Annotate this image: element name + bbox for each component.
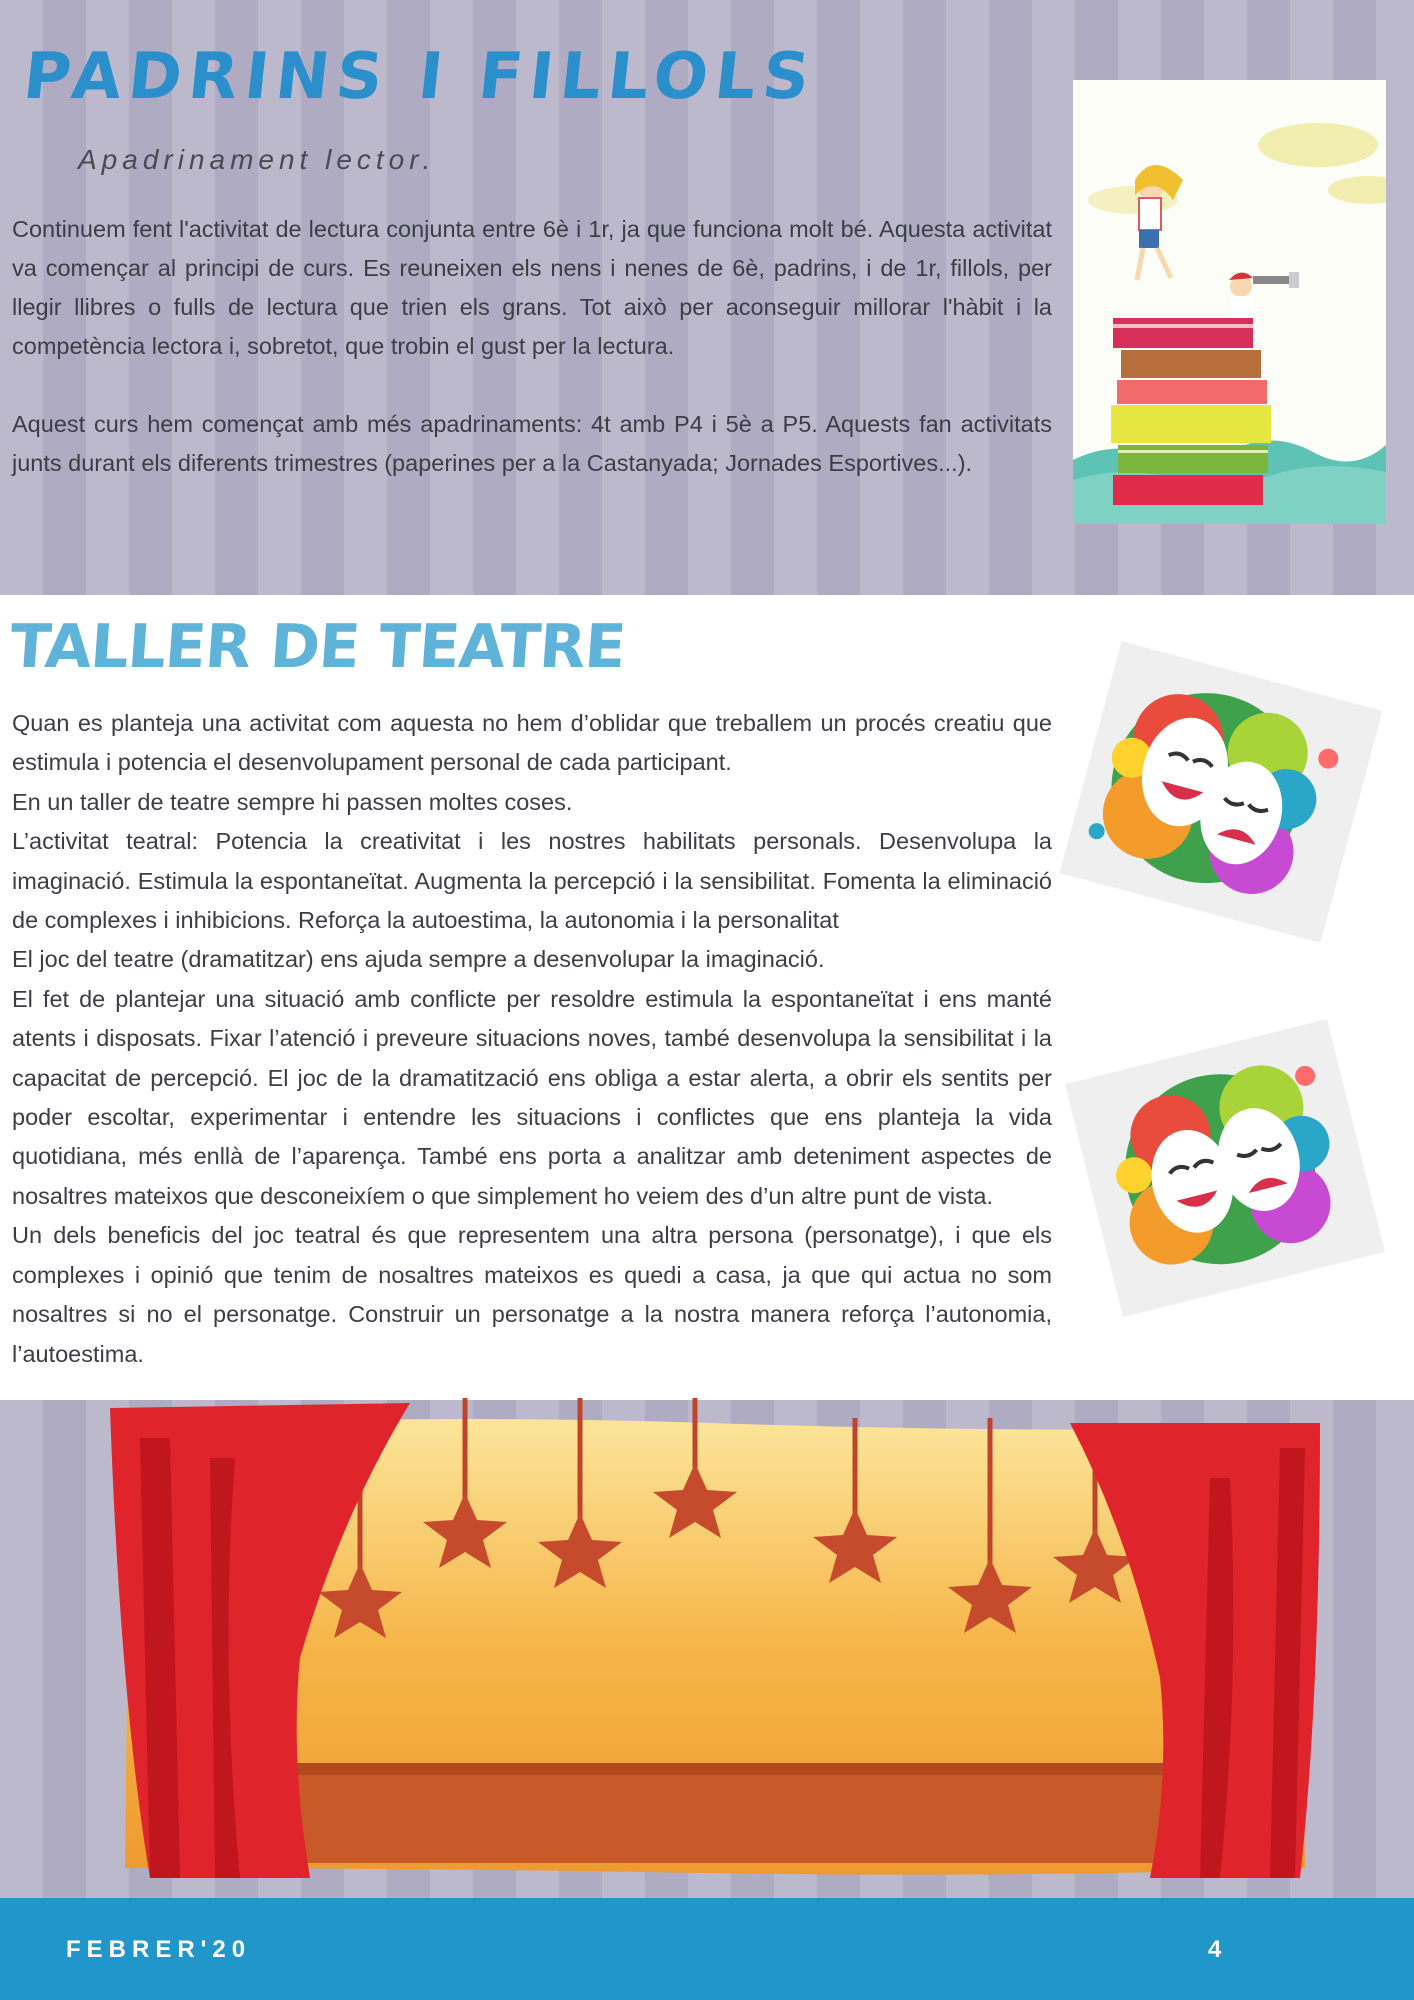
teatre-paragraph-2: En un taller de teatre sempre hi passen moltes coses. (12, 788, 573, 815)
padrins-paragraph-1: Continuem fent l'activitat de lectura conjunta entre 6è i 1r, ja que funciona molt bé. Aquesta activitat va començar al principi de curs. Es reuneixen els nens i nenes de 6è, padrins, i de 1r, fillols, per llegir llibres o fulls de lectura que trien els grans. Tot això per aconseguir millorar l'hàbit i la competència lectora i, sobretot, que trobin el gust per la lectura. (12, 216, 1052, 359)
teatre-paragraph-4: El joc del teatre (dramatitzar) ens ajuda sempre a desenvolupar la imaginació. (12, 946, 825, 973)
teatre-title: TALLER DE TEATRE (7, 612, 628, 682)
teatre-paragraph-5: El fet de plantejar una situació amb conflicte per resoldre estimula la espontaneïtat i ens manté atents i disposats. Fixar l’atenció i preveure situacions noves, també desenvolupa la sensibilitat i la capacitat de percepció. El joc de la dramatització ens obliga a estar alerta, a obrir els sentits per poder escoltar, experimentar i entendre les situacions i conflictes que ens planteja la vida quotidiana, més enllà de l’aparença. També ens porta a analitzar amb deteniment aspectes de nosaltres mateixos que desconeixíem o que simplement ho veiem des d’un altre punt de vista. (12, 985, 1052, 1209)
reading-kids-books-illustration (1073, 80, 1386, 524)
teatre-text (12, 704, 1052, 1374)
footer-issue-date: FEBRER'20 (66, 1936, 252, 1963)
teatre-paragraph-6: Un dels beneficis del joc teatral és que representem una altra persona (personatge), i que els complexes i opinió que tenim de nosaltres mateixos es quedi a casa, ja que qui actua no som nosaltres si no el personatge. Construir un personatge a la nostra manera reforça l’autonomia, l’autoestima. (12, 1222, 1052, 1367)
theatre-stage-illustration (110, 1398, 1320, 1898)
padrins-paragraph-2: Aquest curs hem començat amb més apadrinaments: 4t amb P4 i 5è a P5. Aquests fan activitats junts durant els diferents trimestres (paperines per a la Castanyada; Jornades Esportives...). (12, 411, 1052, 476)
teatre-paragraph-1: Quan es planteja una activitat com aquesta no hem d’oblidar que treballem un procés creatiu que estimula i potencia el desenvolupament personal de cada participant. (12, 710, 1052, 776)
page-number: 4 (1208, 1936, 1222, 1963)
padrins-subtitle: Apadrinament lector. (78, 144, 436, 175)
footer-bar (0, 1898, 1414, 2000)
padrins-title: PADRINS I FILLOLS (20, 40, 820, 114)
teatre-paragraph-3: L’activitat teatral: Potencia la creativitat i les nostres habilitats personals. Desenvolupa la imaginació. Estimula la espontaneïtat. Augmenta la percepció i la sensibilitat. Fomenta la eliminació de complexes i inhibicions. Reforça la autoestima, la autonomia i la personalitat (12, 828, 1052, 934)
